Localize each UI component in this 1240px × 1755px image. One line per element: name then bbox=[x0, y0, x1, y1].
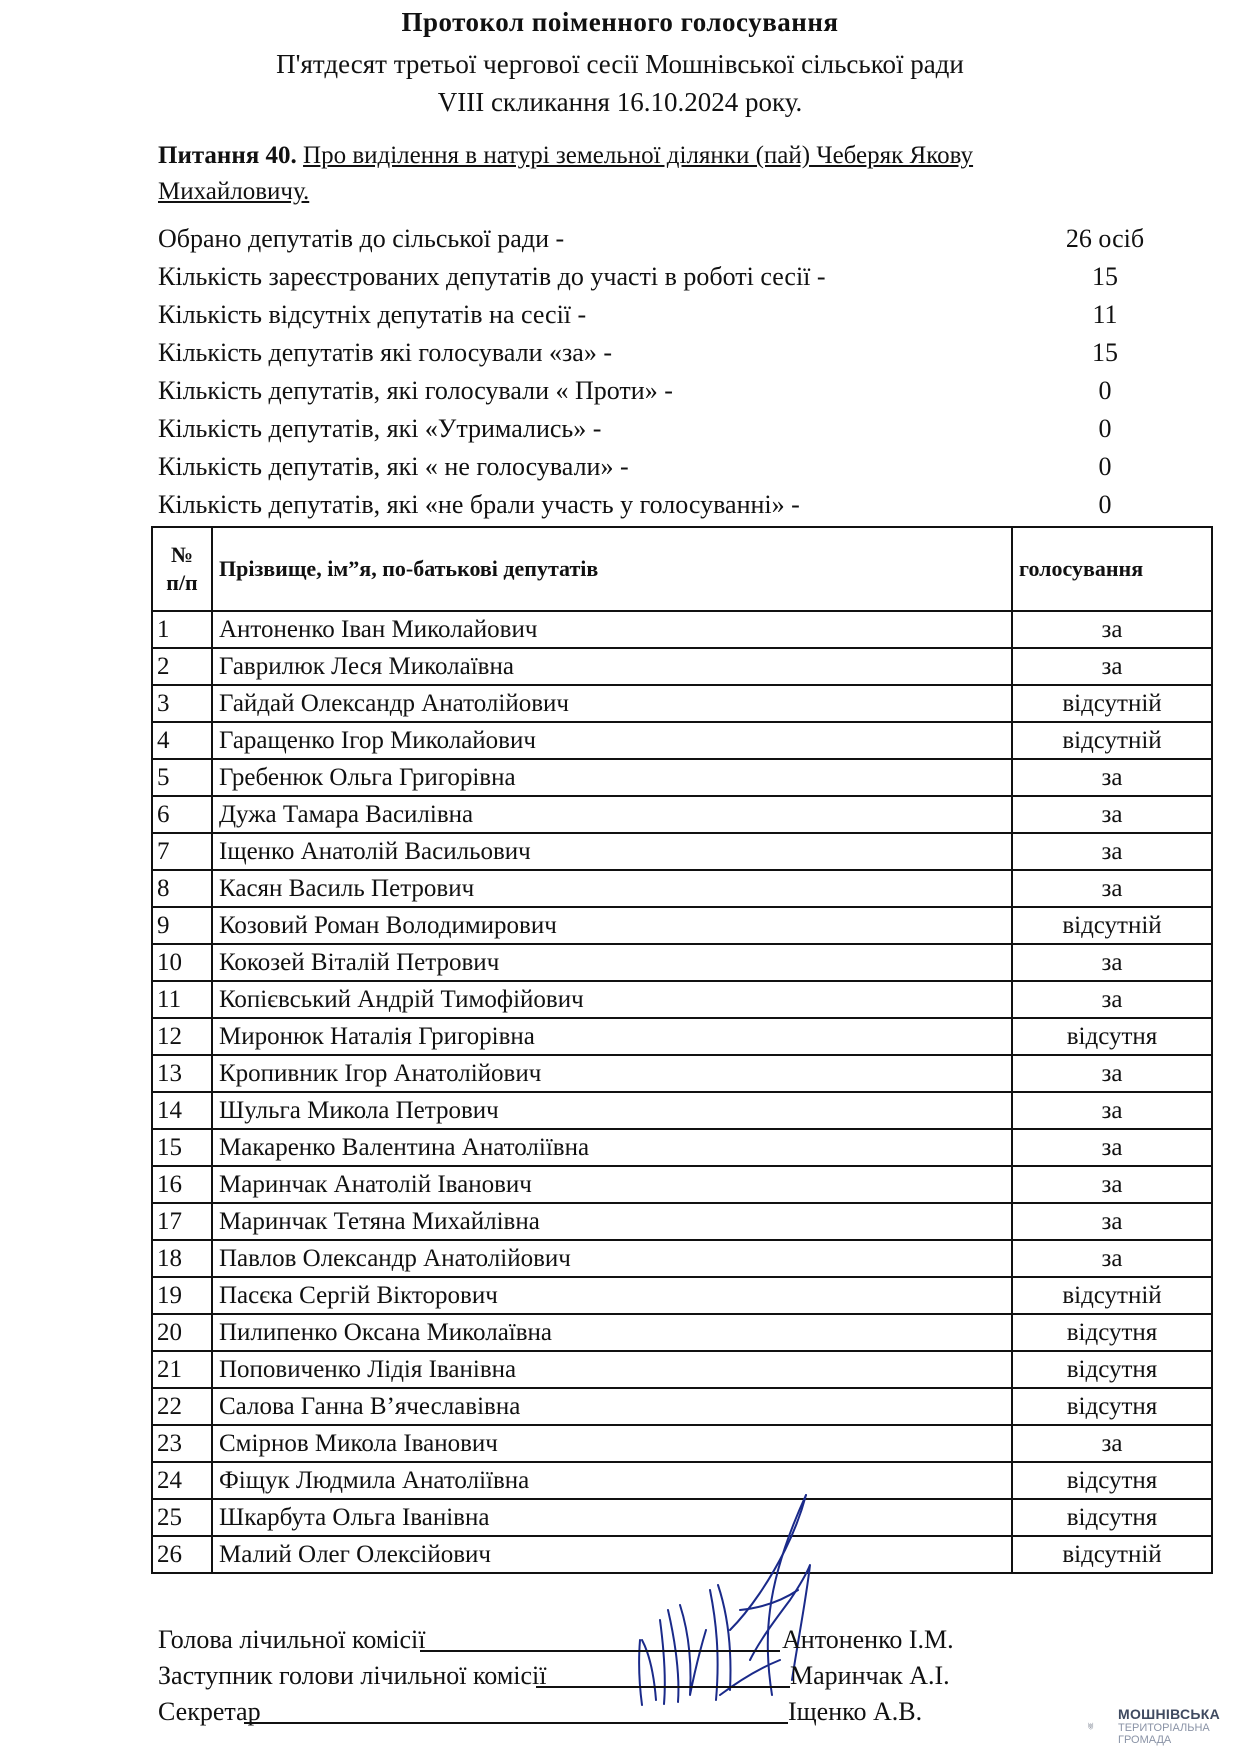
header-number-symbol: № bbox=[170, 542, 194, 567]
table-row bbox=[152, 907, 1212, 944]
cell-vote: за bbox=[1012, 833, 1212, 870]
table-row bbox=[152, 722, 1212, 759]
cell-vote: відсутня bbox=[1012, 1388, 1212, 1425]
table-row bbox=[152, 870, 1212, 907]
cell-number: 17 bbox=[152, 1203, 212, 1240]
logo-line-3: ГРОМАДА bbox=[1118, 1734, 1172, 1746]
cell-number: 4 bbox=[152, 722, 212, 759]
cell-deputy-name: Касян Василь Петрович bbox=[212, 870, 1012, 907]
cell-vote: відсутня bbox=[1012, 1462, 1212, 1499]
cell-number: 25 bbox=[152, 1499, 212, 1536]
session-line: П'ятдесят третьої чергової сесії Мошнівської сільської ради bbox=[276, 49, 964, 79]
cell-deputy-name: Поповиченко Лідія Іванівна bbox=[212, 1351, 1012, 1388]
cell-number: 7 bbox=[152, 833, 212, 870]
signature-row-secretary bbox=[158, 1694, 1158, 1730]
cell-vote: за bbox=[1012, 870, 1212, 907]
signature-line bbox=[536, 1686, 790, 1688]
cell-deputy-name: Шкарбута Ольга Іванівна bbox=[212, 1499, 1012, 1536]
cell-vote: за bbox=[1012, 796, 1212, 833]
stat-value: 15 bbox=[1092, 262, 1118, 291]
cell-vote: за bbox=[1012, 1240, 1212, 1277]
cell-number: 8 bbox=[152, 870, 212, 907]
signature-name: Антоненко І.М. bbox=[782, 1625, 954, 1654]
stat-row bbox=[158, 334, 1158, 372]
signature-role: Секретар bbox=[158, 1697, 261, 1726]
signature-row-deputy bbox=[158, 1658, 1158, 1694]
header-number bbox=[152, 527, 212, 611]
cell-number: 21 bbox=[152, 1351, 212, 1388]
cell-deputy-name: Смірнов Микола Іванович bbox=[212, 1425, 1012, 1462]
cell-number: 19 bbox=[152, 1277, 212, 1314]
cell-number: 2 bbox=[152, 648, 212, 685]
cell-deputy-name: Фіщук Людмила Анатоліївна bbox=[212, 1462, 1012, 1499]
cell-vote: за bbox=[1012, 981, 1212, 1018]
stat-row bbox=[158, 448, 1158, 486]
signature-block bbox=[158, 1622, 1158, 1730]
cell-vote: за bbox=[1012, 944, 1212, 981]
signature-line bbox=[244, 1722, 788, 1724]
signature-row-chairman bbox=[158, 1622, 1158, 1658]
convocation-date-line: VIII скликання 16.10.2024 року. bbox=[437, 87, 803, 117]
cell-number: 10 bbox=[152, 944, 212, 981]
cell-vote: відсутній bbox=[1012, 907, 1212, 944]
question-text: Про виділення в натурі земельної ділянки (пай) Чеберяк Якову Михайловичу. bbox=[158, 142, 974, 205]
stat-row bbox=[158, 296, 1158, 334]
community-logo bbox=[1118, 1707, 1220, 1746]
cell-deputy-name: Дужа Тамара Василівна bbox=[212, 796, 1012, 833]
cell-deputy-name: Гайдай Олександр Анатолійович bbox=[212, 685, 1012, 722]
cell-vote: за bbox=[1012, 1203, 1212, 1240]
stat-value: 0 bbox=[1098, 376, 1112, 405]
stat-label: Кількість депутатів, які « не голосували» - bbox=[158, 452, 629, 481]
stat-row bbox=[158, 486, 1158, 524]
stat-row bbox=[158, 372, 1158, 410]
cell-deputy-name: Павлов Олександр Анатолійович bbox=[212, 1240, 1012, 1277]
cell-deputy-name: Пасєка Сергій Вікторович bbox=[212, 1277, 1012, 1314]
table-row bbox=[152, 1018, 1212, 1055]
stat-row bbox=[158, 410, 1158, 448]
cell-number: 9 bbox=[152, 907, 212, 944]
table-row bbox=[152, 796, 1212, 833]
cell-number: 14 bbox=[152, 1092, 212, 1129]
cell-vote: відсутній bbox=[1012, 1277, 1212, 1314]
cell-number: 18 bbox=[152, 1240, 212, 1277]
signature-name: Маринчак А.І. bbox=[790, 1661, 950, 1690]
cell-deputy-name: Іщенко Анатолій Васильович bbox=[212, 833, 1012, 870]
stat-value: 26 осіб bbox=[1065, 224, 1145, 253]
cell-number: 22 bbox=[152, 1388, 212, 1425]
cell-number: 16 bbox=[152, 1166, 212, 1203]
cell-number: 23 bbox=[152, 1425, 212, 1462]
cell-number: 24 bbox=[152, 1462, 212, 1499]
table-row bbox=[152, 833, 1212, 870]
cell-deputy-name: Маринчак Анатолій Іванович bbox=[212, 1166, 1012, 1203]
signature-role: Голова лічильної комісії bbox=[158, 1625, 426, 1654]
cell-number: 13 bbox=[152, 1055, 212, 1092]
cell-number: 6 bbox=[152, 796, 212, 833]
cell-vote: відсутня bbox=[1012, 1351, 1212, 1388]
table-row bbox=[152, 759, 1212, 796]
cell-number: 12 bbox=[152, 1018, 212, 1055]
stat-label: Кількість депутатів, які «не брали участь у голосуванні» - bbox=[158, 490, 800, 519]
agenda-question bbox=[158, 138, 1078, 210]
stat-value: 11 bbox=[1092, 300, 1118, 329]
stat-value: 0 bbox=[1098, 452, 1112, 481]
cell-deputy-name: Кокозей Віталій Петрович bbox=[212, 944, 1012, 981]
cell-deputy-name: Гаращенко Ігор Миколайович bbox=[212, 722, 1012, 759]
cell-number: 15 bbox=[152, 1129, 212, 1166]
signature-name: Іщенко А.В. bbox=[788, 1697, 923, 1726]
roll-call-table bbox=[151, 526, 1213, 1574]
cell-deputy-name: Салова Ганна В’ячеславівна bbox=[212, 1388, 1012, 1425]
cell-number: 5 bbox=[152, 759, 212, 796]
cell-deputy-name: Малий Олег Олексійович bbox=[212, 1536, 1012, 1573]
table-row bbox=[152, 1203, 1212, 1240]
stat-value: 0 bbox=[1098, 490, 1112, 519]
cell-deputy-name: Пилипенко Оксана Миколаївна bbox=[212, 1314, 1012, 1351]
stat-label: Кількість депутатів, які «Утримались» - bbox=[158, 414, 602, 443]
cell-vote: відсутній bbox=[1012, 685, 1212, 722]
cell-deputy-name: Миронюк Наталія Григорівна bbox=[212, 1018, 1012, 1055]
logo-line-2: ТЕРИТОРІАЛЬНА bbox=[1118, 1722, 1210, 1734]
cell-deputy-name: Шульга Микола Петрович bbox=[212, 1092, 1012, 1129]
cell-vote: за bbox=[1012, 1055, 1212, 1092]
cell-vote: відсутній bbox=[1012, 722, 1212, 759]
cell-vote: за bbox=[1012, 759, 1212, 796]
cell-vote: за bbox=[1012, 1425, 1212, 1462]
stat-label: Кількість депутатів, які голосували « Проти» - bbox=[158, 376, 673, 405]
table-row bbox=[152, 1314, 1212, 1351]
table-row bbox=[152, 648, 1212, 685]
cell-deputy-name: Маринчак Тетяна Михайлівна bbox=[212, 1203, 1012, 1240]
table-row bbox=[152, 1055, 1212, 1092]
table-row bbox=[152, 611, 1212, 648]
cell-deputy-name: Копієвський Андрій Тимофійович bbox=[212, 981, 1012, 1018]
table-row bbox=[152, 1092, 1212, 1129]
table-row bbox=[152, 1240, 1212, 1277]
table-row bbox=[152, 944, 1212, 981]
cell-number: 20 bbox=[152, 1314, 212, 1351]
cell-deputy-name: Гаврилюк Леся Миколаївна bbox=[212, 648, 1012, 685]
stat-label: Кількість відсутніх депутатів на сесії - bbox=[158, 300, 587, 329]
table-row bbox=[152, 1351, 1212, 1388]
cell-deputy-name: Козовий Роман Володимирович bbox=[212, 907, 1012, 944]
table-row bbox=[152, 1129, 1212, 1166]
cell-deputy-name: Макаренко Валентина Анатоліївна bbox=[212, 1129, 1012, 1166]
logo-line-1: МОШНІВСЬКА bbox=[1118, 1706, 1221, 1722]
stat-value: 15 bbox=[1092, 338, 1118, 367]
cell-vote: за bbox=[1012, 648, 1212, 685]
stat-row bbox=[158, 258, 1158, 296]
table-row bbox=[152, 981, 1212, 1018]
cell-vote: за bbox=[1012, 611, 1212, 648]
cell-number: 1 bbox=[152, 611, 212, 648]
cell-vote: відсутня bbox=[1012, 1314, 1212, 1351]
table-header-row bbox=[152, 527, 1212, 611]
cell-deputy-name: Гребенюк Ольга Григорівна bbox=[212, 759, 1012, 796]
cell-number: 3 bbox=[152, 685, 212, 722]
stat-value: 0 bbox=[1098, 414, 1112, 443]
stat-label: Обрано депутатів до сільської ради - bbox=[158, 224, 565, 253]
signature-role: Заступник голови лічильної комісії bbox=[158, 1661, 547, 1690]
cell-number: 26 bbox=[152, 1536, 212, 1573]
document-title: Протокол поіменного голосування bbox=[401, 7, 839, 37]
cell-vote: відсутня bbox=[1012, 1499, 1212, 1536]
cell-vote: за bbox=[1012, 1166, 1212, 1203]
header-vote: голосування bbox=[1012, 527, 1212, 611]
stat-label: Кількість зареєстрованих депутатів до участі в роботі сесії - bbox=[158, 262, 826, 291]
cell-number: 11 bbox=[152, 981, 212, 1018]
vote-statistics bbox=[158, 220, 1158, 524]
trident-emblem-icon bbox=[1088, 1706, 1116, 1746]
header-name: Прізвище, ім”я, по-батькові депутатів bbox=[212, 527, 1012, 611]
table-body bbox=[152, 611, 1212, 1573]
signature-line bbox=[420, 1650, 780, 1652]
header-number-abbr: п/п bbox=[166, 570, 198, 595]
table-row bbox=[152, 1425, 1212, 1462]
table-row bbox=[152, 685, 1212, 722]
cell-vote: за bbox=[1012, 1129, 1212, 1166]
cell-deputy-name: Кропивник Ігор Анатолійович bbox=[212, 1055, 1012, 1092]
stat-label: Кількість депутатів які голосували «за» - bbox=[158, 338, 612, 367]
cell-vote: за bbox=[1012, 1092, 1212, 1129]
cell-vote: відсутній bbox=[1012, 1536, 1212, 1573]
question-label: Питання 40. bbox=[158, 142, 297, 169]
stat-row bbox=[158, 220, 1158, 258]
cell-deputy-name: Антоненко Іван Миколайович bbox=[212, 611, 1012, 648]
table-row bbox=[152, 1277, 1212, 1314]
table-row bbox=[152, 1388, 1212, 1425]
cell-vote: відсутня bbox=[1012, 1018, 1212, 1055]
table-row bbox=[152, 1166, 1212, 1203]
